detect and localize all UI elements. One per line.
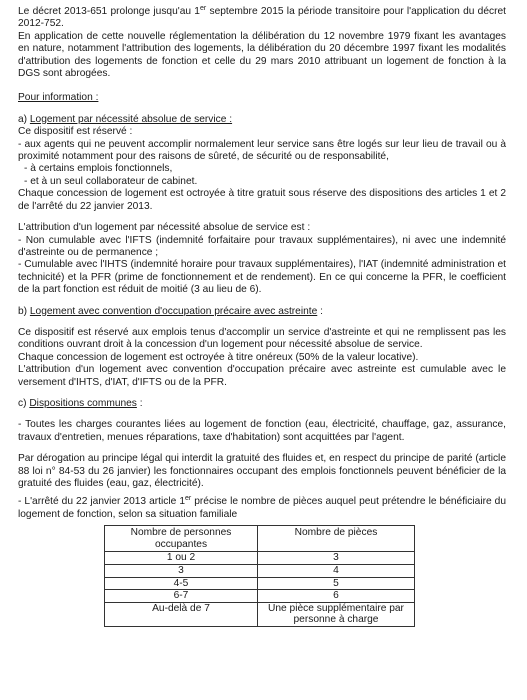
section-c-paragraph-1: - Toutes les charges courantes liées au logement de fonction (eau, électricité, chauffage, gaz, assurance, travaux d'entretien, menues réparations, taxe d'habitation) sont acquittées par l'agent. (18, 419, 506, 443)
table-row (105, 565, 415, 578)
table-row (105, 552, 415, 565)
section-a-concession: Chaque concession de logement est octroyée à titre gratuit sous réserve des dispositions des articles 1 et 2 de l'arrêté du 22 janvier 2013. (18, 188, 506, 212)
section-a-item-1: - Non cumulable avec l'IFTS (indemnité forfaitaire pour travaux supplémentaires), ni avec une indemnité d'astreinte ou de permanence ; (18, 234, 506, 258)
table-cell-occupants: Au-delà de 7 (105, 602, 258, 626)
section-c-paragraph-2: Par dérogation au principe légal qui interdit la gratuité des fluides et, en respect du principe de parité (article 88 loi n° 84-53 du 26 janvier) les fonctionnaires occupant des emplois fonctionnels peuvent bénéficier de la gratuité des fluides (eau, gaz, électricité). (18, 453, 506, 489)
table-row (105, 577, 415, 590)
table-cell-rooms: 6 (258, 590, 415, 603)
section-a-item-2: - Cumulable avec l'IHTS (indemnité horaire pour travaux supplémentaires), l'IAT (indemnité administration et technicité) et la PFR (prime de fonctionnement et de rendement). En ce qui concerne la PFR, le coefficient de la part fonction est réduit de moitié (3 au lieu de 6). (18, 259, 506, 296)
table-cell-occupants: 3 (105, 565, 258, 578)
intro-paragraph-2: En application de cette nouvelle réglementation la délibération du 12 novembre 1979 fixant les avantages en nature, notamment l'attribution des logements, la délibération du 20 décembre 1997 fixant les modalités d'attribution des logements de fonction et celle du 29 mars 2010 attribuant un logement de fonction à la DGS sont abrogées. (18, 30, 506, 80)
table-cell-rooms: Une pièce supplémentaire par personne à charge (258, 602, 415, 626)
info-heading: Pour information : (18, 92, 99, 104)
table-cell-rooms: 5 (258, 577, 415, 590)
section-b-paragraph-3: L'attribution d'un logement avec convention d'occupation précaire avec astreinte est cumulable avec le versement d'IHTS, d'IAT, d'IFTS ou de la PFR. (18, 364, 506, 388)
section-a-bullet-1: - aux agents qui ne peuvent accomplir normalement leur service sans être logés sur leur lieu de travail ou à proximité notamment pour des raisons de sûreté, de sécurité ou de responsabilité, (18, 138, 506, 163)
section-c-paragraph-3: - L'arrêté du 22 janvier 2013 article 1er précise le nombre de pièces auquel peut prétendre le bénéficiaire du logement de fonction, selon sa situation familiale (18, 495, 506, 520)
table-cell-rooms: 4 (258, 565, 415, 578)
section-b-paragraph-1: Ce dispositif est réservé aux emplois tenus d'accomplir un service d'astreinte et qui ne remplissent pas les conditions ouvrant droit à la concession d'un logement pour nécessité absolue de service. (18, 326, 506, 351)
header-occupants: Nombre de personnes occupantes (105, 526, 258, 552)
section-b-paragraph-2: Chaque concession de logement est octroyée à titre onéreux (50% de la valeur locative). (18, 351, 419, 363)
rooms-table (104, 525, 415, 627)
table-header-row (105, 526, 415, 552)
section-a-bullet-3: - et à un seul collaborateur de cabinet. (24, 175, 198, 187)
section-a-attribution-intro: L'attribution d'un logement par nécessité absolue de service est : (18, 222, 311, 234)
section-a-heading: a) Logement par nécessité absolue de service : (18, 113, 233, 125)
document-page (18, 6, 506, 627)
intro-paragraph-1: Le décret 2013-651 prolonge jusqu'au 1er septembre 2015 la période transitoire pour l'application du décret 2012-752. (18, 5, 506, 30)
table-cell-occupants: 4-5 (105, 577, 258, 590)
table-cell-rooms: 3 (258, 552, 415, 565)
table-row (105, 602, 415, 626)
table-cell-occupants: 6-7 (105, 590, 258, 603)
header-rooms: Nombre de pièces (258, 526, 415, 552)
table-row (105, 590, 415, 603)
table-cell-occupants: 1 ou 2 (105, 552, 258, 565)
section-a-bullet-2: - à certains emplois fonctionnels, (24, 163, 173, 175)
section-c-heading: c) Dispositions communes : (18, 397, 143, 409)
section-a-reserved-intro: Ce dispositif est réservé : (18, 126, 133, 138)
section-b-heading: b) Logement avec convention d'occupation précaire avec astreinte : (18, 305, 323, 317)
